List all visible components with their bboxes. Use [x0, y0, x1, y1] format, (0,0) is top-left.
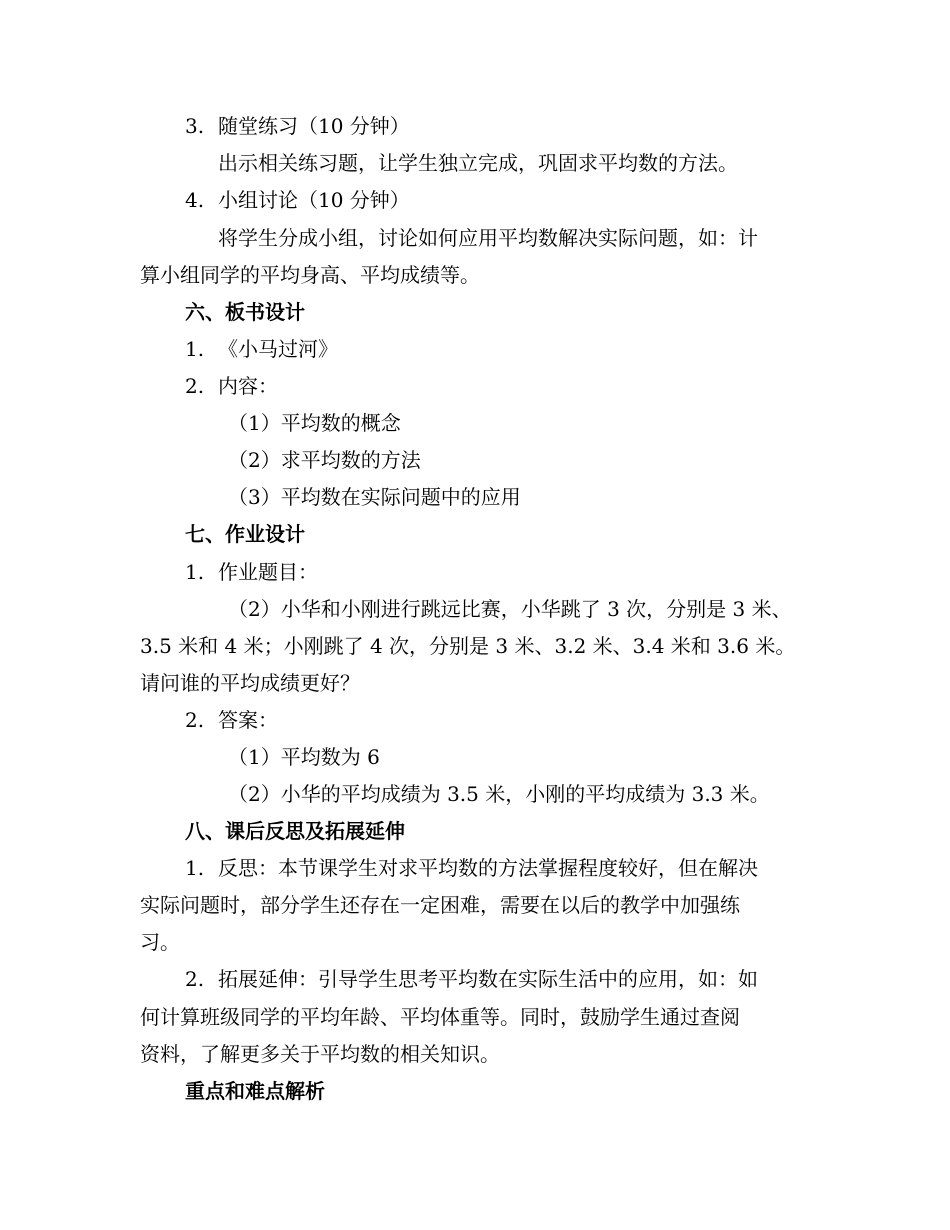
list-number: 4. [185, 188, 205, 212]
homework-question-line-1: （2）小华和小刚进行跳远比赛，小华跳了 3 次，分别是 3 米、 [228, 597, 792, 621]
homework-item-2 [0, 708, 950, 732]
list-item-text: 拓展延伸：引导学生思考平均数在实际生活中的应用，如：如 [218, 967, 758, 991]
list-number: 1. [185, 856, 205, 880]
answer-1: （1）平均数为 6 [228, 745, 380, 769]
list-item-text: 随堂练习（10 分钟） [218, 114, 410, 138]
board-subitem-3: （3）平均数在实际问题中的应用 [228, 485, 521, 509]
list-number: 2. [185, 708, 205, 732]
list-number: 1. [185, 337, 205, 361]
list-number: 2. [185, 967, 205, 991]
list-number: 2. [185, 374, 205, 398]
list-item-text: 反思：本节课学生对求平均数的方法掌握程度较好，但在解决 [218, 856, 758, 880]
extension-line-2: 何计算班级同学的平均年龄、平均体重等。同时，鼓励学生通过查阅 [140, 1005, 740, 1029]
board-subitem-1: （1）平均数的概念 [228, 411, 401, 435]
heading-key-points: 重点和难点解析 [185, 1079, 325, 1103]
reflection-line-2: 实际问题时，部分学生还存在一定困难，需要在以后的教学中加强练 [140, 893, 740, 917]
answer-2: （2）小华的平均成绩为 3.5 米，小刚的平均成绩为 3.3 米。 [228, 782, 770, 806]
list-item-text: 答案： [218, 708, 278, 732]
heading-board-design: 六、板书设计 [185, 300, 305, 324]
extension-line-3: 资料，了解更多关于平均数的相关知识。 [140, 1042, 500, 1066]
list-number: 3. [185, 114, 205, 138]
section-3-body: 出示相关练习题，让学生独立完成，巩固求平均数的方法。 [218, 151, 738, 175]
list-item-text: 小组讨论（10 分钟） [218, 188, 410, 212]
list-item-text: 内容： [218, 374, 278, 398]
homework-question-line-3: 请问谁的平均成绩更好？ [140, 671, 360, 695]
heading-homework-design: 七、作业设计 [185, 522, 305, 546]
board-subitem-2: （2）求平均数的方法 [228, 448, 421, 472]
section-3-title [0, 114, 950, 138]
board-item-2 [0, 374, 950, 398]
section-4-title [0, 188, 950, 212]
extension-line-1 [0, 967, 950, 991]
board-item-1 [0, 337, 950, 361]
list-item-text: 《小马过河》 [218, 337, 338, 361]
section-4-body-line-2: 算小组同学的平均身高、平均成绩等。 [140, 263, 480, 287]
homework-question-line-2: 3.5 米和 4 米；小刚跳了 4 次，分别是 3 米、3.2 米、3.4 米和 3.6 米。 [140, 634, 796, 658]
heading-reflection: 八、课后反思及拓展延伸 [185, 819, 405, 843]
homework-item-1 [0, 560, 950, 584]
reflection-line-1 [0, 856, 950, 880]
list-item-text: 作业题目： [218, 560, 318, 584]
section-4-body-line-1: 将学生分成小组，讨论如何应用平均数解决实际问题，如：计 [218, 226, 758, 250]
reflection-line-3: 习。 [140, 930, 180, 954]
list-number: 1. [185, 560, 205, 584]
